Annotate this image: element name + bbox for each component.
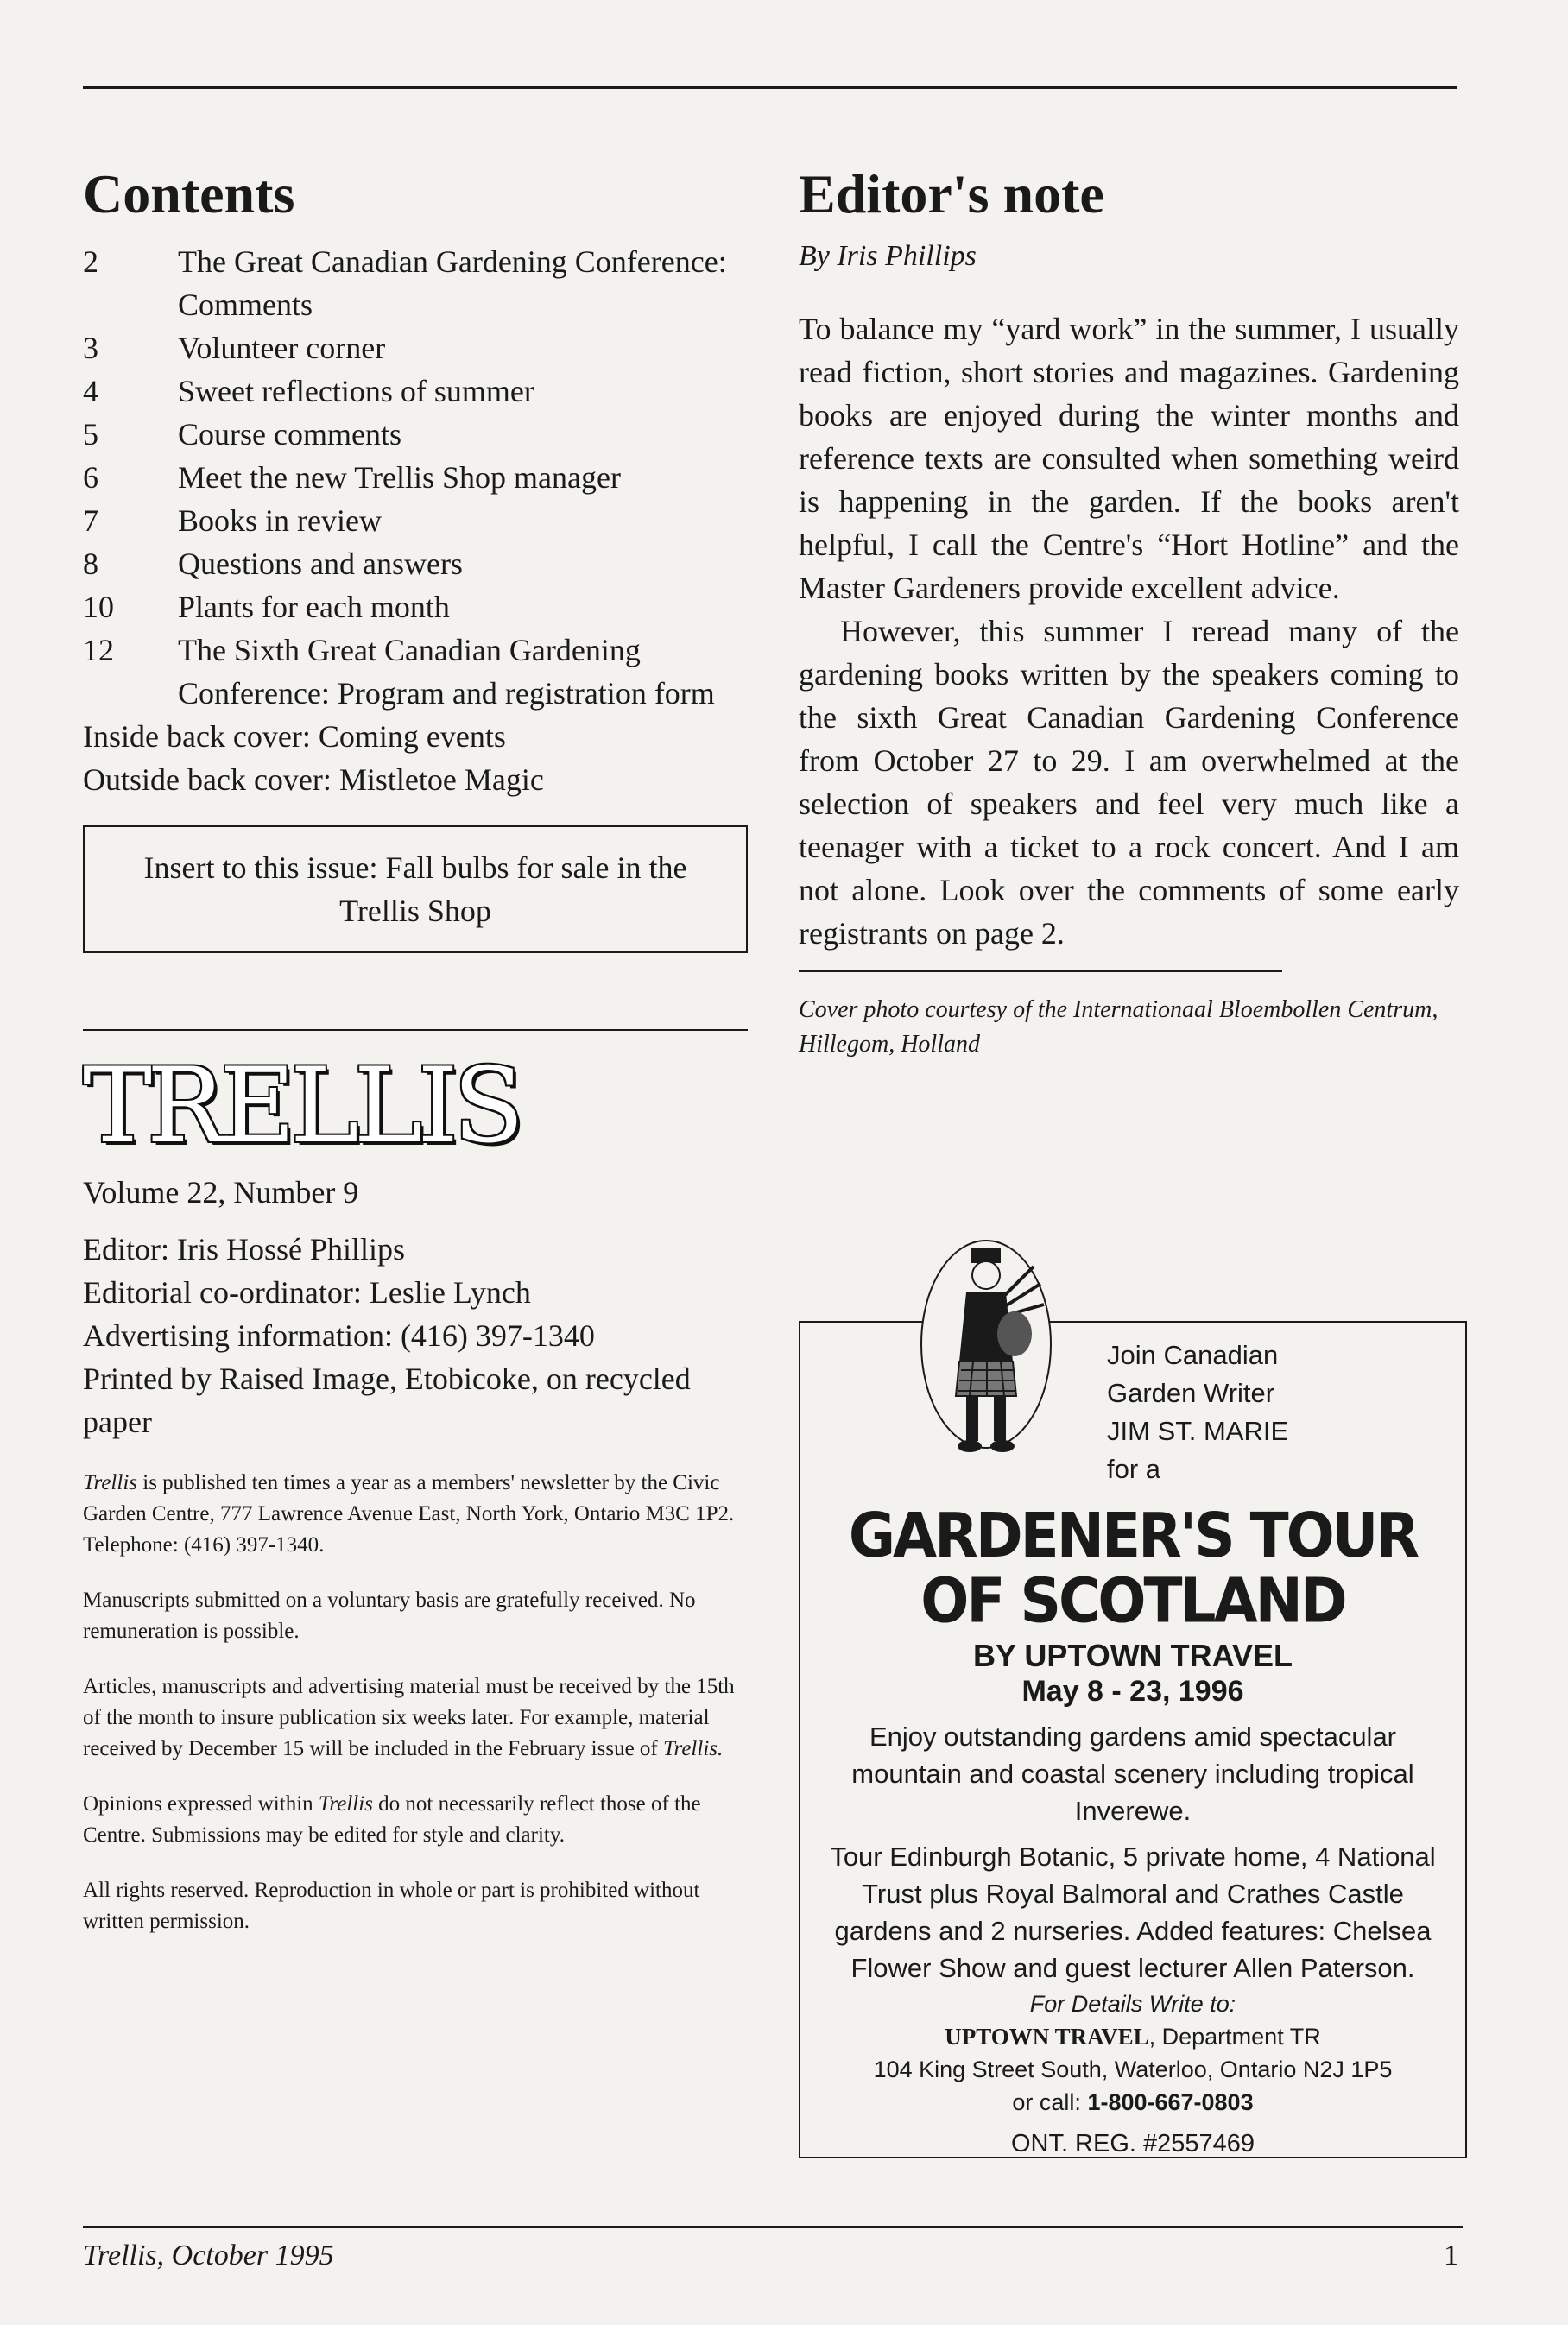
manuscripts-note: Manuscripts submitted on a voluntary basis are gratefully received. No remuneration is possible. — [83, 1589, 696, 1644]
ad-address: 104 King Street South, Waterloo, Ontario N2J 1P5 — [873, 2056, 1393, 2082]
rights-note: All rights reserved. Reproduction in whole or part is prohibited without written permission. — [83, 1879, 700, 1934]
printer-credit: Printed by Raised Image, Etobicoke, on recycled paper — [83, 1362, 691, 1440]
editor-note-paragraph-2: However, this summer I reread many of the gardening books written by the speakers coming to the sixth Great Canadian Gardening Conference from October 27 to 29. I am overwhelmed at the selection of speakers and feel very much like a teenager with a ticket to a rock concert. And I am not alone. Look over the comments of some early registrants on page 2. — [799, 614, 1459, 951]
cover-credit-rule — [799, 970, 1282, 972]
contents-title: The Sixth Great Canadian Gardening Conference: Program and registration form — [178, 633, 715, 711]
contents-page-number: 12 — [83, 633, 114, 668]
deadline-note-text: Articles, manuscripts and advertising material must be received by the 15th of the month to insure publication six weeks later. For example, material received by December 15 will be included in the February issue of — [83, 1675, 735, 1761]
editor-note-heading: Editor's note — [799, 163, 1104, 224]
publication-note — [83, 1468, 748, 1561]
masthead — [83, 1171, 748, 1444]
contents-title: Course comments — [178, 417, 401, 452]
opinions-note-title: Trellis — [318, 1792, 373, 1816]
deadline-note — [83, 1671, 748, 1765]
ad-tour-title-line-2: OF SCOTLAND — [920, 1564, 1345, 1637]
outside-back-cover: Outside back cover: Mistletoe Magic — [83, 762, 544, 798]
contents-item — [83, 456, 748, 499]
contents-title: Books in review — [178, 503, 382, 539]
ad-intro-line: Garden Writer — [1107, 1378, 1275, 1408]
right-column — [799, 164, 1459, 1062]
trellis-logo: TRELLIS — [83, 1046, 519, 1167]
contents-item — [83, 542, 748, 585]
contents-title: The Great Canadian Gardening Conference: Comments — [178, 244, 727, 323]
ad-dates: May 8 - 23, 1996 — [1021, 1675, 1244, 1708]
insert-notice: Insert to this issue: Fall bulbs for sale in the Trellis Shop — [83, 825, 748, 953]
advertising-info: Advertising information: (416) 397-1340 — [83, 1318, 595, 1354]
publication-note-title: Trellis — [83, 1471, 137, 1495]
editor-credit: Editor: Iris Hossé Phillips — [83, 1232, 406, 1267]
cover-photo-credit: Cover photo courtesy of the Internationaal Bloembollen Centrum, Hillegom, Holland — [799, 996, 1438, 1058]
ad-call-label: or call: — [1012, 2089, 1088, 2115]
contents-page-number: 3 — [83, 331, 98, 366]
left-column — [83, 164, 748, 1937]
editor-note-body — [799, 307, 1459, 955]
opinions-note-a: Opinions expressed within — [83, 1792, 319, 1816]
contents-title: Questions and answers — [178, 547, 463, 582]
contents-page-number: 4 — [83, 374, 98, 409]
masthead-rule — [83, 1029, 748, 1031]
volume-number: Volume 22, Number 9 — [83, 1175, 359, 1210]
ad-registration: ONT. REG. #2557469 — [1010, 2130, 1255, 2158]
ad-phone: 1-800-667-0803 — [1087, 2089, 1254, 2115]
contents-title: Volunteer corner — [178, 331, 386, 366]
contents-item — [83, 499, 748, 542]
contents-page-number: 7 — [83, 503, 98, 539]
tour-advertisement — [799, 1321, 1467, 2158]
ad-intro-line: for a — [1107, 1454, 1161, 1484]
contents-page-number: 5 — [83, 417, 98, 452]
ad-intro — [1107, 1336, 1288, 1488]
contents-title: Meet the new Trellis Shop manager — [178, 460, 621, 496]
contents-title: Sweet reflections of summer — [178, 374, 534, 409]
contents-item — [83, 370, 748, 413]
ad-description — [819, 1718, 1446, 1995]
ad-contact-lead: For Details Write to: — [1029, 1991, 1236, 2017]
contents-item — [83, 326, 748, 370]
ad-intro-line: Join Canadian — [1107, 1340, 1279, 1370]
contents-item — [83, 629, 748, 715]
coordinator-credit: Editorial co-ordinator: Leslie Lynch — [83, 1275, 531, 1311]
ad-description-2: Tour Edinburgh Botanic, 5 private home, 4 National Trust plus Royal Balmoral and Crathes Castle gardens and 2 nurseries. Added features: Chelsea Flower Show and guest lecturer Allen Paterson. — [830, 1842, 1436, 1983]
editor-note-paragraph-1: To balance my “yard work” in the summer, I usually read fiction, short stories and magazines. Gardening books are enjoyed during the winter months and reference texts are consulted when something weird is happening in the garden. If the books aren't helpful, I call the Centre's “Hort Hotline” and the Master Gardeners provide excellent advice. — [799, 312, 1459, 606]
inside-back-cover: Inside back cover: Coming events — [83, 719, 506, 755]
contents-title: Plants for each month — [178, 590, 450, 625]
footer-issue: Trellis, October 1995 — [83, 2240, 334, 2271]
contents-page-number: 8 — [83, 547, 98, 582]
top-rule — [83, 86, 1457, 89]
contents-page-number: 2 — [83, 244, 98, 280]
ad-call-line — [800, 2086, 1465, 2119]
opinions-note — [83, 1789, 748, 1851]
ad-company: UPTOWN TRAVEL — [945, 2024, 1149, 2050]
ad-description-1: Enjoy outstanding gardens amid spectacular mountain and coastal scenery including tropical Inverewe. — [851, 1722, 1414, 1826]
ad-department: , Department TR — [1148, 2024, 1321, 2050]
ad-intro-line: JIM ST. MARIE — [1107, 1416, 1289, 1446]
ad-contact — [800, 1987, 1465, 2160]
deadline-note-title: Trellis. — [663, 1737, 724, 1761]
contents-item — [83, 413, 748, 456]
bagpiper-icon — [913, 1232, 1059, 1474]
ad-tour-title — [800, 1500, 1465, 1637]
publication-note-text: is published ten times a year as a members' newsletter by the Civic Garden Centre, 777 Lawrence Avenue East, North York, Ontario M3C 1P2. Telephone: (416) 397-1340. — [83, 1471, 735, 1557]
footer-rule — [83, 2226, 1463, 2228]
opinions-note-b: do not necessarily reflect those of the Centre. Submissions may be edited for style and clarity. — [83, 1792, 701, 1848]
ad-organizer: BY UPTOWN TRAVEL — [972, 1638, 1293, 1673]
contents-heading: Contents — [83, 163, 295, 224]
page-number: 1 — [1444, 2240, 1458, 2271]
ad-company-line — [800, 2020, 1465, 2053]
ad-tour-title-line-1: GARDENER'S TOUR — [848, 1500, 1418, 1572]
contents-item — [83, 240, 748, 326]
contents-item — [83, 585, 748, 629]
contents-list — [83, 240, 748, 715]
editor-note-byline: By Iris Phillips — [799, 240, 977, 273]
contents-page-number: 10 — [83, 590, 114, 625]
contents-page-number: 6 — [83, 460, 98, 496]
